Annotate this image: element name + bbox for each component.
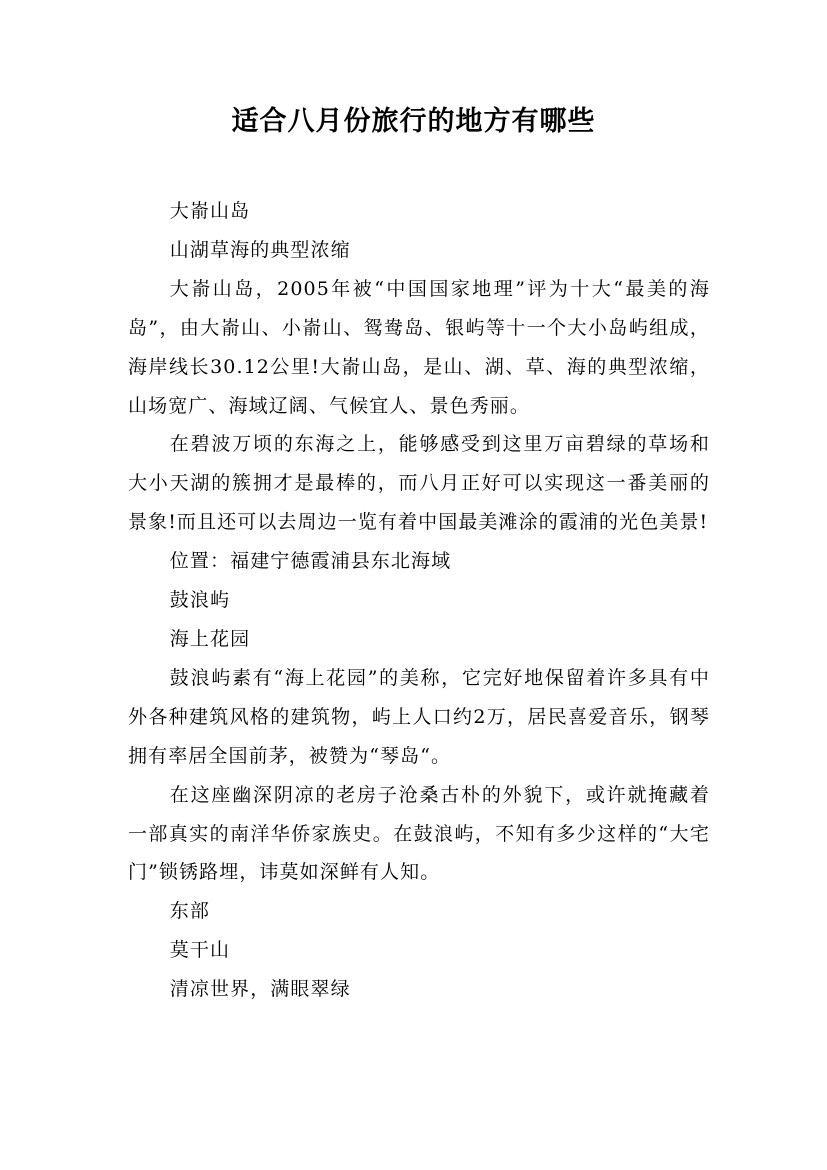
paragraph-gulangyu-intro: 鼓浪屿素有“海上花园”的美称，它完好地保留着许多具有中外各种建筑风格的建筑物，屿上人口约2万，居民喜爱音乐，钢琴拥有率居全国前茅，被赞为“琴岛“。: [128, 666, 710, 767]
paragraph-gulangyu-history: 在这座幽深阴凉的老房子沧桑古朴的外貌下，或许就掩藏着一部真实的南洋华侨家族史。在鼓浪屿，不知有多少这样的“大宅门”锁锈路埋，讳莫如深鲜有人知。: [128, 783, 710, 884]
paragraph-dayushan-intro: 大嵛山岛，2005年被“中国国家地理”评为十大“最美的海岛”，由大嵛山、小嵛山、鸳鸯岛、银屿等十一个大小岛屿组成，海岸线长30.12公里!大嵛山岛，是山、湖、草、海的典型浓缩，山场宽广、海域辽阔、气候宜人、景色秀丽。: [128, 277, 710, 417]
section-heading-moganshan: 莫干山: [169, 939, 231, 962]
region-heading-east: 东部: [169, 900, 210, 923]
section-heading-dayushan: 大嵛山岛: [169, 200, 251, 222]
section-heading-gulangyu: 鼓浪屿: [169, 589, 231, 612]
location-line-dayushan: 位置：福建宁德霞浦县东北海域: [169, 550, 452, 573]
paragraph-dayushan-scenery: 在碧波万顷的东海之上，能够感受到这里万亩碧绿的草场和大小天湖的簇拥才是最棒的，而八月正好可以实现这一番美丽的景象!而且还可以去周边一览有着中国最美滩涂的霞浦的光色美景!: [128, 433, 710, 534]
document-body: [128, 192, 710, 1009]
section-subtitle-dayushan: 山湖草海的典型浓缩: [169, 238, 351, 261]
section-subtitle-moganshan: 清凉世界，满眼翠绿: [169, 978, 351, 1001]
document-title: 适合八月份旅行的地方有哪些: [231, 106, 596, 137]
section-subtitle-gulangyu: 海上花园: [169, 627, 251, 650]
